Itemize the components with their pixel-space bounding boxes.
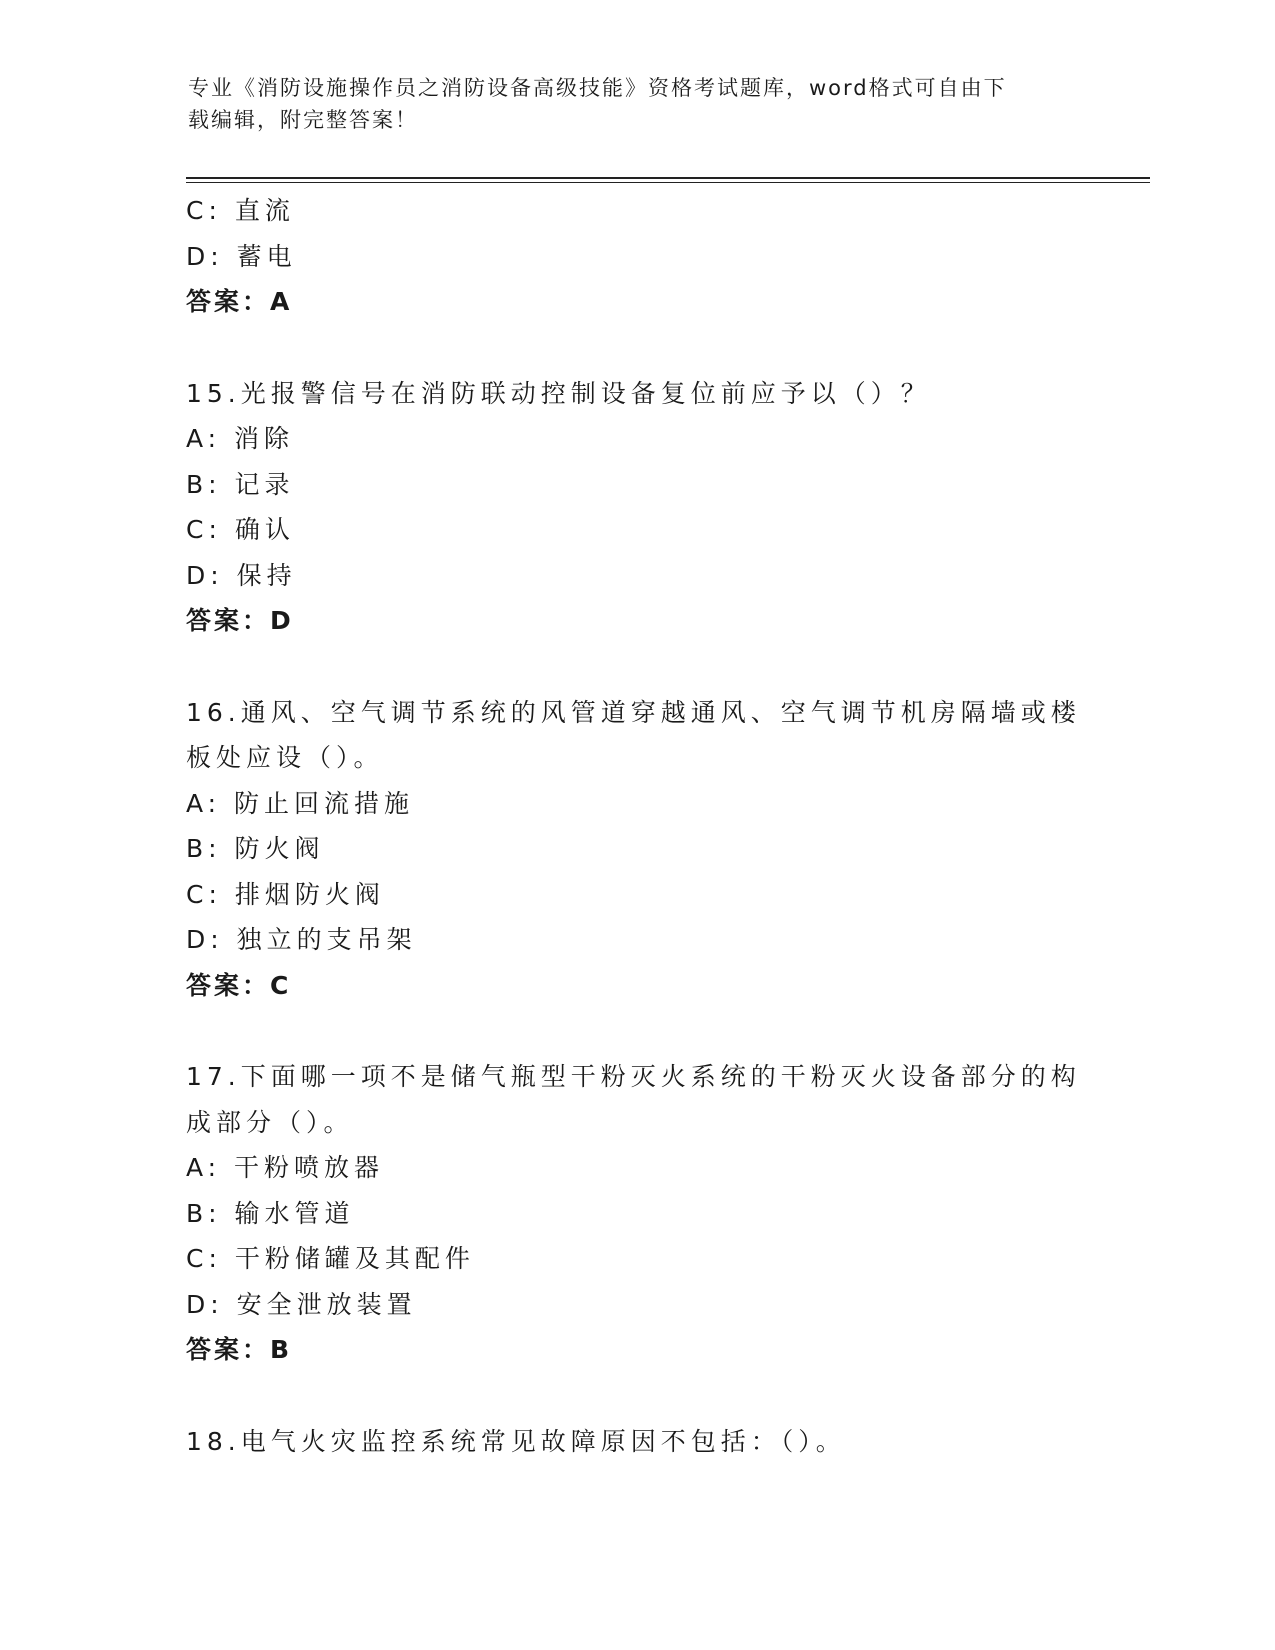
option-c: C: 直流 bbox=[186, 196, 295, 225]
question-text: 18.电气火灾监控系统常见故障原因不包括：（）。 bbox=[186, 1426, 846, 1456]
answer-line: 答案：B bbox=[186, 1335, 293, 1364]
question-text: 17.下面哪一项不是储气瓶型干粉灭火系统的干粉灭火设备部分的构成部分（）。 bbox=[186, 1062, 1081, 1137]
question-text: 16.通风、空气调节系统的风管道穿越通风、空气调节机房隔墙或楼板处应设（）。 bbox=[186, 697, 1081, 772]
option-d: D: 蓄电 bbox=[186, 241, 297, 271]
question-18 bbox=[186, 1419, 1086, 1465]
option-a: A: 防止回流措施 bbox=[186, 788, 415, 818]
answer-line: 答案：D bbox=[186, 606, 294, 635]
option-c: C: 干粉储罐及其配件 bbox=[186, 1244, 475, 1273]
answer-line: 答案：C bbox=[186, 970, 292, 1000]
option-a: A: 消除 bbox=[186, 424, 295, 453]
question-15 bbox=[186, 371, 1086, 644]
option-b: B: 防火阀 bbox=[186, 834, 325, 863]
option-d: D: 保持 bbox=[186, 560, 297, 590]
option-b: B: 记录 bbox=[186, 469, 295, 499]
question-16 bbox=[186, 690, 1086, 1009]
option-c: C: 确认 bbox=[186, 515, 295, 544]
answer-line: 答案：A bbox=[186, 287, 293, 316]
option-d: D: 独立的支吊架 bbox=[186, 925, 417, 954]
option-b: B: 输水管道 bbox=[186, 1198, 355, 1228]
question-17 bbox=[186, 1054, 1086, 1373]
question-list bbox=[186, 188, 1086, 1464]
previous-question-tail bbox=[186, 188, 1086, 325]
question-text: 15.光报警信号在消防联动控制设备复位前应予以（）？ bbox=[186, 378, 931, 408]
header-line-1: 专业《消防设施操作员之消防设备高级技能》资格考试题库，word格式可自由下 bbox=[188, 76, 1007, 100]
option-d: D: 安全泄放装置 bbox=[186, 1289, 417, 1319]
header-divider-thin bbox=[186, 182, 1150, 183]
page-header bbox=[188, 72, 1068, 136]
option-a: A: 干粉喷放器 bbox=[186, 1153, 385, 1182]
header-divider-thick bbox=[186, 177, 1150, 179]
option-c: C: 排烟防火阀 bbox=[186, 879, 385, 909]
header-line-2: 载编辑，附完整答案！ bbox=[188, 108, 418, 132]
